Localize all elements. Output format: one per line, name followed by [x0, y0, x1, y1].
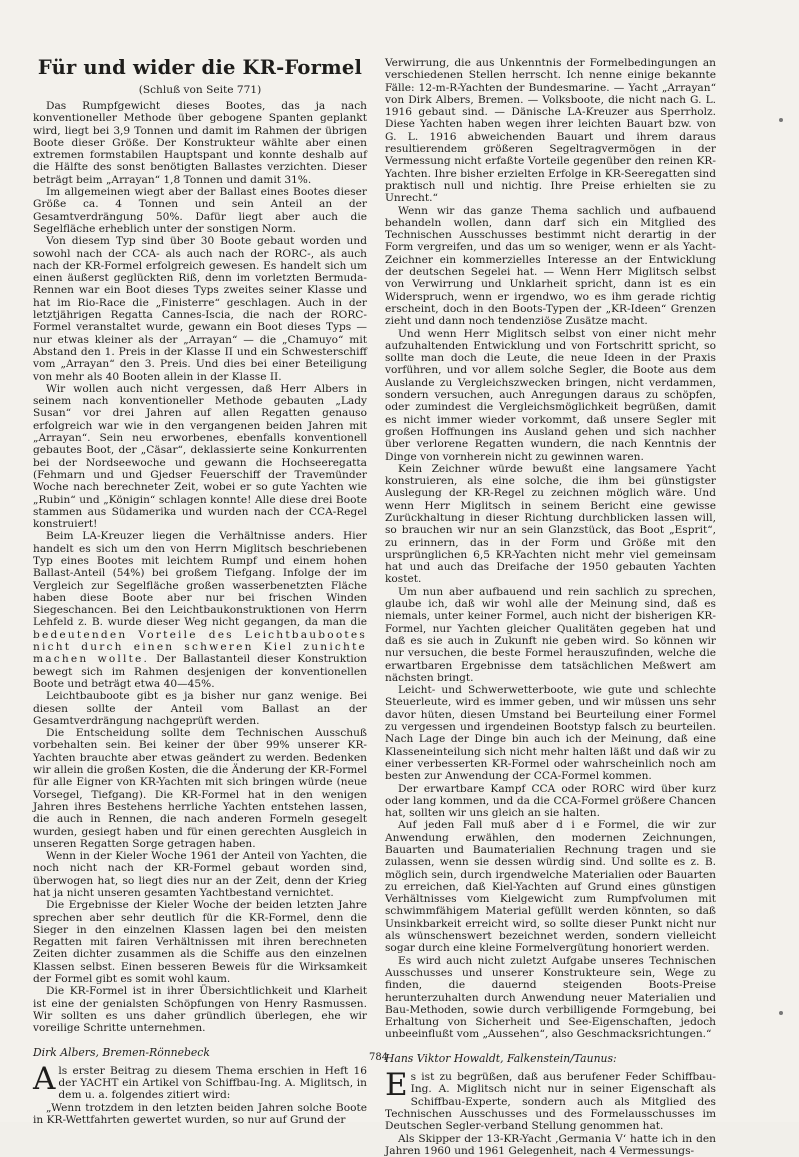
right-column [385, 57, 716, 1157]
paragraph: Verwirrung, die aus Unkenntnis der Formelbedingungen an verschiedenen Stellen herrscht. Ich nenne einige bekannte Fälle: 12-m-R-Yachten der Bundesmarine. — Yacht „Arrayan“ von Dirk Albers, Bremen. — Volksboote, die nicht nach G. L. 1916 gebaut sind. — Dänische LA-Kreuzer aus Sperrholz. Diese Yachten haben wegen ihrer leichten Bauart bzw. von G. L. 1916 abweichenden Bauart und ihrem daraus resultierendem größeren Segeltragvermögen in der Vermessung nicht erfaßte Vorteile gegenüber den reinen KR-Yachten. Ihre bisher erzielten Erfolge in KR-Seeregatten sind praktisch null und nichtig. Ihre Preise erhielten sie zu Unrecht.“ [385, 57, 716, 205]
author-byline: Hans Viktor Howaldt, Falkenstein/Taunus: [385, 1051, 617, 1065]
paragraph [33, 1060, 367, 1102]
paragraph: „Wenn trotzdem in den letzten beiden Jahren solche Boote in KR-Wettfahrten gewertet wurden, so nur auf Grund der [33, 1101, 367, 1127]
paragraph: Auf jeden Fall muß aber d i e Formel, die wir zur Anwendung erwählen, den modernen Zeichnungen, Bauarten und Baumaterialien Rechnung tragen und sie zulassen, wenn sie dessen würdig sind. Und sollte es z. B. möglich sein, durch irgendwelche Materialien oder Bauarten zu erreichen, daß Kiel-Yachten auf Grund eines günstigen Verhältnisses vom Kielgewicht zum Rumpfvolumen mit schwimmfähigem Material gefüllt werden könnten, so daß Unsinkbarkeit erreicht wird, so sollte dieser Punkt nicht nur als wünschenswert bezeichnet werden, sondern vielleicht sogar durch eine kleine Formelvergütung honoriert werden. [385, 819, 716, 955]
paragraph: Wenn in der Kieler Woche 1961 der Anteil von Yachten, die noch nicht nach der KR-Formel gebaut worden sind, überwogen hat, so liegt dies nur an der Zeit, denn der Krieg hat ja nicht unseren gesamten Yachtbestand vernichtet. [33, 850, 367, 899]
paragraph: Von diesem Typ sind über 30 Boote gebaut worden und sowohl nach der CCA- als auch nach der RORC-, als auch nach der KR-Formel erfolgreich gewesen. Es handelt sich um einen äußerst geglückten Riß, denn im vorletzten Bermuda-Rennen war ein Boot dieses Typs zweites seiner Klasse und hat im Rio-Race die „Finisterre“ geschlagen. Auch in der letztjährigen Regatta Cannes-Iscia, die nach der RORC-Formel veranstaltet wurde, gewann ein Boot dieses Typs — nur etwas kleiner als der „Arrayan“ — die „Chamuyo“ mit Abstand den 1. Preis in der Klasse II und ein Schwesterschiff vom „Arrayan“ den 3. Preis. Und dies bei einer Beteiligung von mehr als 40 Booten allein in der Klasse II. [33, 235, 367, 383]
paragraph: Die Entscheidung sollte dem Technischen Ausschuß vorbehalten sein. Bei keiner der über 99% unserer KR-Yachten brauchte aber etwas geändert zu werden. Bedenken wir allein die großen Kosten, die die Änderung der KR-Formel für alle Eigner von KR-Yachten mit sich bringen würde (neue Vorsegel, Tiefgang). Die KR-Formel hat in den wenigen Jahren ihres Bestehens herrliche Yachten entstehen lassen, die auch in Rennen, die nach anderen Formeln gesegelt wurden, gesiegt haben und für einen gerechten Ausgleich in unseren Regatten Sorge getragen haben. [33, 727, 367, 850]
paragraph: Die KR-Formel ist in ihrer Übersichtlichkeit und Klarheit ist eine der genialsten Schöpfungen von Henry Rasmussen. Wir sollten es uns daher gründlich überlegen, ehe wir voreilige Schritte unternehmen. [33, 985, 367, 1035]
paragraph: Wenn wir das ganze Thema sachlich und aufbauend behandeln wollen, dann darf sich ein Mitglied des Technischen Ausschusses bestimmt nicht derartig in der Form vergreifen, und das um so weniger, wenn er als Yacht-Zeichner ein kommerzielles Interesse an der Entwicklung der deutschen Segelei hat. — Wenn Herr Miglitsch selbst von Verwirrung und Unklarheit spricht, dann ist es ein Widerspruch, wenn er irgendwo, wo es ihm gerade richtig erscheint, doch in den Boots-Typen der „KR-Ideen“ Grenzen zieht und dann noch tendenziöse Zusätze macht. [385, 204, 716, 328]
spaced-emphasis: bedeutenden Vorteile des Leichtbaubootes nicht durch einen schweren Kiel zunichte machen wollte. [33, 628, 367, 666]
paragraph-text: ls erster Beitrag zu diesem Thema erschien in Heft 16 der YACHT ein Artikel von Schiffbau-Ing. A. Miglitsch, in dem u. a. folgendes zitiert wird: [58, 1064, 367, 1102]
paragraph: Wir wollen auch nicht vergessen, daß Herr Albers in seinem nach konventioneller Methode gebauten „Lady Susan“ vor drei Jahren auf allen Regatten genauso erfolgreich war wie in den vergangenen beiden Jahren mit „Arrayan“. Sein neu erworbenes, ebenfalls konventionell gebautes Boot, der „Cäsar“, deklassierte seine Konkurrenten bei der Nordseewoche und gewann die Hochseeregatta (Fehmarn und und Gjedser Feuerschiff der Travemünder Woche nach berechneter Zeit, wobei er so gute Yachten wie „Rubin“ und „Königin“ schlagen konnte! Alle diese drei Boote stammen aus Südamerika und wurden nach der CCA-Regel konstruiert! [33, 382, 367, 531]
paragraph: Kein Zeichner würde bewußt eine langsamere Yacht konstruieren, als eine solche, die ihm bei günstigster Auslegung der KR-Regel zu zeichnen möglich wäre. Und wenn Herr Miglitsch in seinem Bericht eine gewisse Zurückhaltung in dieser Richtung durchblicken lassen will, so brauchen wir nur an sein Glanzstück, das Boot „Esprit“, zu erinnern, das in der Form und Größe mit den ursprünglichen 6,5 KR-Yachten nicht mehr viel gemeinsam hat und auch das Dreifache der 1950 gebauten Yachten kostet. [385, 462, 716, 586]
paragraph: Das Rumpfgewicht dieses Bootes, das ja nach konventioneller Methode über gebogene Spanten geplankt wird, liegt bei 3,9 Tonnen und damit im Rahmen der übrigen Boote dieser Größe. Der Konstrukteur wählte aber einen extremen formstabilen Hauptspant und konnte deshalb auf die Hälfte des sonst benötigten Ballastes verzichten. Dieser beträgt beim „Arrayan“ 1,8 Tonnen und damit 31%. [33, 100, 367, 186]
left-column [33, 100, 367, 1126]
paragraph: Und wenn Herr Miglitsch selbst von einer nicht mehr aufzuhaltenden Entwicklung und von Fortschritt spricht, so sollte man doch die Leute, die neue Ideen in der Praxis vorführen, und vor allem solche Segler, die Boote aus dem Auslande zu Vergleichszwecken bringen, nicht verdammen, sondern versuchen, auch Anregungen daraus zu schöpfen, oder zumindest die Vergleichsmöglichkeit begrüßen, damit es nicht immer wieder vorkommt, daß unsere Segler mit großen Hoffnungen ins Ausland gehen und sich nachher über verlorene Regatten wundern, die nach Kenntnis der Dinge von vornherein nicht zu gewinnen waren. [385, 327, 716, 463]
binding-hole-mark [779, 1011, 783, 1015]
paragraph: Die Ergebnisse der Kieler Woche der beiden letzten Jahre sprechen aber sehr deutlich für die KR-Formel, denn die Sieger in den einzelnen Klassen lagen bei den meisten Regatten mit fairen Verhältnissen mit ihren berechneten Zeiten dichter zusammen als die Schiffe aus den einzelnen Klassen selbst. Einen besseren Beweis für die Wirksamkeit der Formel gibt es somit wohl kaum. [33, 899, 367, 986]
article-subtitle: (Schluß von Seite 771) [138, 84, 262, 96]
paragraph: Um nun aber aufbauend und rein sachlich zu sprechen, glaube ich, daß wir wohl alle der Meinung sind, daß es niemals, unter keiner Formel, auch nicht der bisherigen KR-Formel, nur Yachten gleicher Qualitäten gegeben hat und daß es sie auch in Zukunft nie geben wird. So können wir nur versuchen, die beste Formel herauszufinden, welche die erwartbaren Ergebnisse dem tatsächlichen Meßwert am nächsten bringt. [385, 585, 716, 684]
paragraph: Im allgemeinen wiegt aber der Ballast eines Bootes dieser Größe ca. 4 Tonnen und sein Anteil an der Gesamtverdrängung 50%. Dafür liegt aber auch die Segelfläche erheblich unter der sonstigen Norm. [33, 186, 367, 235]
binding-hole-mark [779, 118, 783, 122]
paragraph-text: Beim LA-Kreuzer liegen die Verhältnisse anders. Hier handelt es sich um den von Herrn Miglitsch beschriebenen Typ eines Bootes mit leichtem Rumpf und einem hohen Ballast-Anteil (54%) bei großem Tiefgang. Infolge der im Vergleich zur Segelfläche großen wasserbenetzten Fläche haben diese Boote aber nur bei frischen Winden Siegeschancen. Bei den Leichtbaukonstruktionen von Herrn Lehfeld z. B. wurde dieser Weg nicht gegangen, da man die [33, 530, 367, 629]
article-title: Für und wider die KR-Formel [37, 56, 363, 79]
paragraph-text: Der Ballastanteil dieser Konstruktion bewegt sich im Rahmen desjenigen der konventionellen Boote und beträgt etwa 40—45%. [33, 653, 367, 690]
paragraph: Leichtbauboote gibt es ja bisher nur ganz wenige. Bei diesen sollte der Anteil vom Ballast an der Gesamtverdrängung nachgeprüft werden. [33, 690, 367, 727]
paragraph: Leicht- und Schwerwetterboote, wie gute und schlechte Steuerleute, wird es immer geben, und wir müssen uns sehr davor hüten, diesen Umstand bei Beurteilung einer Formel zu vergessen und irgendeinen Bootstyp falsch zu beurteilen. Nach Lage der Dinge bin auch ich der Meinung, daß eine Klasseneinteilung sich nicht mehr halten läßt und daß wir zu einer verbesserten KR-Formel oder wahrscheinlich noch am besten zur Anwendung der CCA-Formel kommen. [385, 684, 716, 783]
paragraph: Als Skipper der 13-KR-Yacht ‚Germania V‘ hatte ich in den Jahren 1960 und 1961 Gelegenheit, nach 4 Vermessungs- [385, 1132, 716, 1157]
drop-cap: E [385, 1067, 408, 1104]
paragraph-text: s ist zu begrüßen, daß aus berufener Feder Schiffbau-Ing. A. Miglitsch nicht nur in seiner Eigenschaft als Schiffbau-Experte, sondern auch als Mitglied des Technischen Ausschusses und des Formelausschusses im Deutschen Segler-verband Stellung genommen hat. [385, 1071, 716, 1133]
paragraph [385, 1067, 716, 1133]
drop-cap: A [33, 1060, 56, 1097]
paragraph: Es wird auch nicht zuletzt Aufgabe unseres Technischen Ausschusses und unserer Konstrukteure sein, Wege zu finden, die dauernd steigenden Boots-Preise herunterzuhalten durch Anwendung neuer Materialien und Bau-Methoden, sowie durch verbilligende Formgebung, bei Erhaltung von Sicherheit und See-Eigenschaften, jedoch unbeeinflußt vom „Aussehen“, also Geschmacksrichtungen.“ [385, 954, 716, 1041]
paragraph: Der erwartbare Kampf CCA oder RORC wird über kurz oder lang kommen, und da die CCA-Formel größere Chancen hat, sollten wir uns gleich an sie halten. [385, 782, 716, 820]
paragraph [33, 530, 367, 690]
author-byline: Dirk Albers, Bremen-Rönnebeck [33, 1045, 210, 1059]
page-number: 784 [369, 1052, 389, 1063]
